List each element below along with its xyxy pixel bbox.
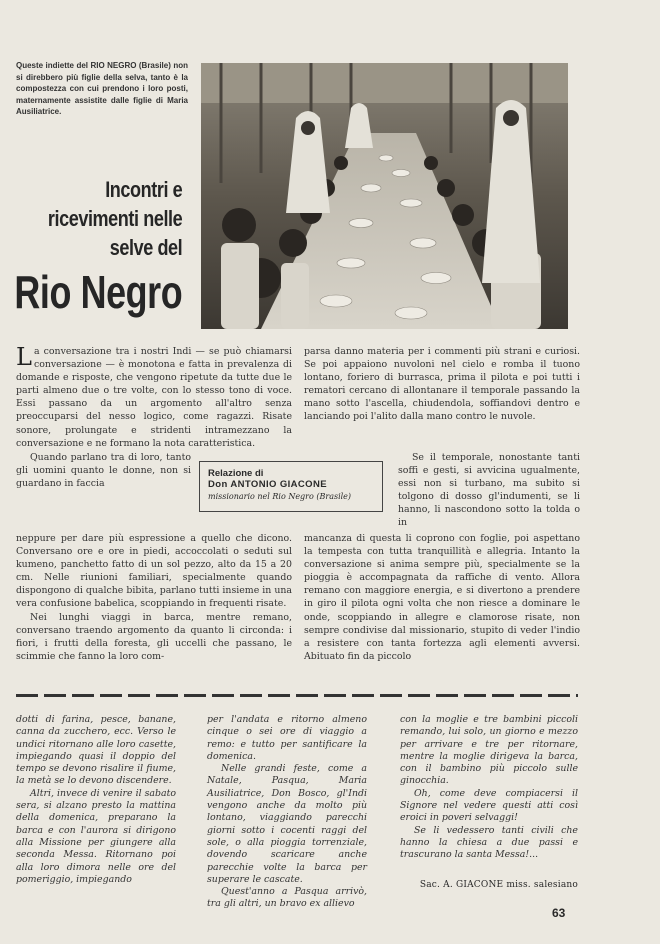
author-signature: Sac. A. GIACONE miss. salesiano [419, 880, 578, 890]
italic-paragraph: Nelle grandi feste, come a Natale, Pasqua, Maria Ausiliatrice, Don Bosco, gl'Indi vengono anche da molto più lontano, viaggiando parecchi giorni sotto i cocenti raggi del sole, o alla pioggia torrenziale, dovendo scaricare anche parecchie volte la barca per superare le cascate. [207, 763, 367, 885]
body-paragraph: Quando parlano tra di loro, tanto gli uomini quanto le donne, non si guardano in faccia [16, 452, 191, 490]
body-paragraph: mancanza di questa li coprono con foglie, poi aspettano la tempesta con tutta tranquillità e allegria. Intanto la conversazione si anima sempre più, specialmente se la pioggia è accompagnata da raffiche di vento. Allora remano con maggiore energia, e si divertono a prendere in giro il pilota ogni volta che non riesce a dominare le onde, scoppiando in allegre e clamorose risate, non sempre condivise dal missionario, stupito di veder l'indio a resistere con tanta fortezza agli elementi avversi. Abituato fin da piccolo [304, 533, 580, 662]
italic-paragraph: con la moglie e tre bambini piccoli remando, lui solo, un giorno e mezzo per arrivare e tre per ritornare, mentre la moglie dirigeva la barca, con il bambino più piccolo sulle ginocchia. [400, 714, 578, 787]
body-column-2-middle [398, 451, 580, 530]
italic-paragraph: Altri, invece di venire il sabato sera, si alzano presto la mattina della domenica, preparano la barca e con l'aurora si dirigono alla Missione per giungere alla seconda Messa. Ritornano poi alla loro dimora nelle ore del pomeriggio, impiegando [16, 787, 176, 885]
headline-line-4: Rio Negro [14, 266, 182, 318]
headline-line-2: ricevimenti nelle [47, 206, 182, 231]
headline-line-1: Incontri e [104, 177, 182, 202]
page-number: 63 [552, 906, 566, 920]
italic-paragraph: Oh, come deve compiacersi il Signore nel vedere questi atti così eroici in poveri selvaggi! [400, 787, 578, 824]
italic-paragraph: dotti di farina, pesce, banane, canna da zucchero, ecc. Verso le undici ritornano alle loro casette, impiegando quasi il doppio del tempo se devono risalire il fiume, la metà se lo devono discendere. [16, 714, 176, 787]
body-column-1-middle [16, 451, 191, 490]
headline-line-3: selve del [109, 235, 182, 260]
photo-illustration [201, 63, 568, 329]
drop-cap: L [16, 343, 32, 371]
article-headline [0, 175, 182, 318]
body-column-2-top [304, 345, 580, 424]
byline-box [199, 461, 383, 512]
body-paragraph: Nei lunghi viaggi in barca, mentre remano, conversano traendo argomento da quanto li circonda: i fiori, i frutti della foresta, gli uccelli che passano, le scimmie che fanno la loro com- [16, 611, 292, 662]
byline-author: Don ANTONIO GIACONE [208, 479, 327, 490]
body-column-2-bottom [304, 532, 580, 663]
body-paragraph: Se il temporale, nonostante tanti soffi e gesti, si avvicina ugualmente, essi non si turbano, ma subito si tolgono di dosso gl'indumenti, se li hanno, li nascondono sotto la tolda o in [398, 452, 580, 529]
byline-label: Relazione di [208, 468, 264, 479]
body-column-1-top [16, 345, 292, 450]
italic-paragraph: Se li vedessero tanti civili che hanno la chiesa a due passi e trascurano la santa Messa!... [400, 824, 578, 861]
photo-indigenous-girls-at-table [201, 63, 568, 329]
italic-column-2 [207, 714, 367, 911]
photo-caption: Queste indiette del RIO NEGRO (Brasile) non si direbbero più figlie della selva, tanto è la compostezza con cui prendono i loro posti, maternamente assistite dalle figlie di Maria Ausiliatrice. [16, 61, 188, 116]
byline-role: missionario nel Rio Negro (Brasile) [208, 492, 352, 501]
body-column-1-bottom [16, 532, 292, 663]
italic-column-3 [400, 714, 578, 862]
italic-paragraph: per l'andata e ritorno almeno cinque o sei ore di viaggio a remo: e tutto per santificare la domenica. [207, 714, 367, 762]
body-paragraph: parsa danno materia per i commenti più strani e curiosi. Se poi appaiono nuvoloni nel cielo e romba il tuono lontano, foriero di burrasca, prima il pilota e poi tutti i rematori cercano di allontanare il temporale passando la mano sotto l'ascella, chiudendola, soffiandovi dentro e lanciando poi l'alito dalla mano contro le nuvole. [304, 346, 580, 423]
body-paragraph: a conversazione tra i nostri Indi — se può chiamarsi conversazione — è monotona e fatta in prevalenza di domande e risposte, che vengono ripetute da tutte due le parti almeno due o tre volte, con lo stesso tono di voce. Essi passano da un argomento all'altro senza preoccuparsi del nesso logico, come ragazzi. Risate sonore, prolungate e stridenti intramezzano la conversazione e ne formano la nota caratteristica. [16, 346, 292, 449]
body-paragraph: neppure per dare più espressione a quello che dicono. Conversano ore e ore in piedi, accoccolati o seduti sul kumeno, panchetto fatto di un sol pezzo, alto da 15 a 20 cm. Nelle riunioni familiari, specialmente quando dispongono di qualche bibita, parlano tutti insieme in una vera confusione babelica, scoppiando in frequenti risate. [16, 533, 292, 610]
italic-column-1 [16, 714, 176, 886]
italic-paragraph: Quest'anno a Pasqua arrivò, tra gli altri, un bravo ex allievo [207, 886, 367, 910]
dashed-divider [16, 694, 578, 697]
